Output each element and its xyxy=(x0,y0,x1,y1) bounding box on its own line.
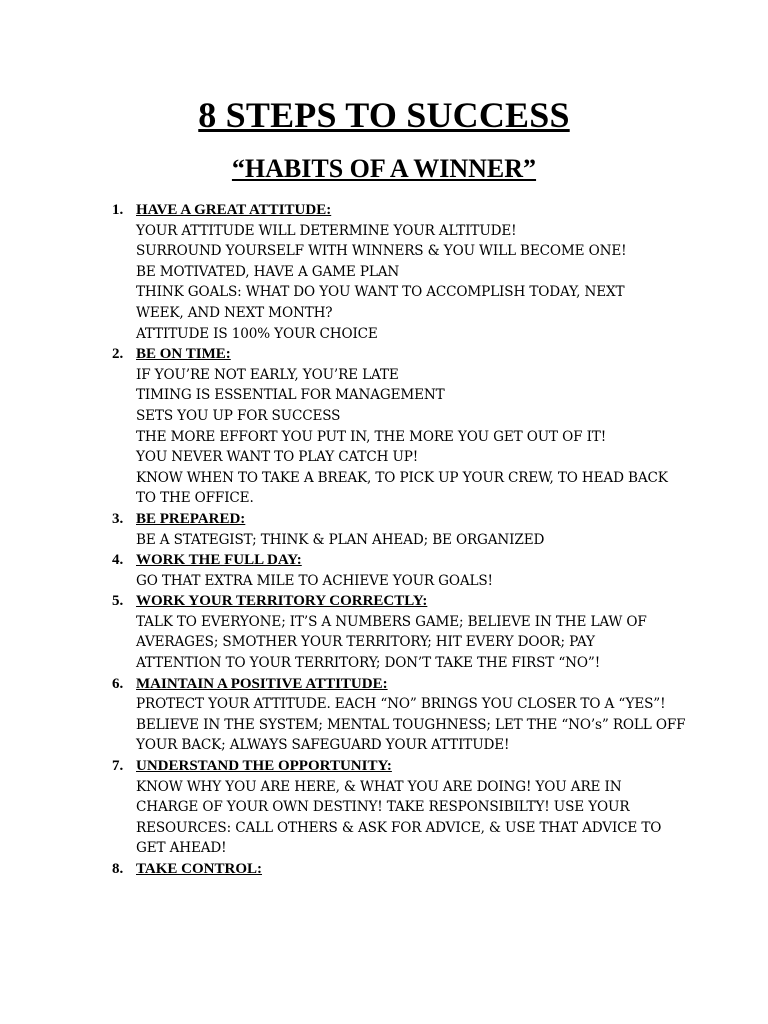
step-number: 2. xyxy=(112,346,124,363)
step-item xyxy=(112,344,712,509)
step-heading: UNDERSTAND THE OPPORTUNITY: xyxy=(136,758,392,775)
document-subtitle: “HABITS OF A WINNER” xyxy=(231,154,537,183)
step-item xyxy=(112,550,712,591)
step-heading: WORK THE FULL DAY: xyxy=(136,552,302,569)
step-heading: TAKE CONTROL: xyxy=(136,861,262,877)
step-text-line: SURROUND YOURSELF WITH WINNERS & YOU WILL BECOME ONE! xyxy=(136,243,627,260)
step-text-line: GET AHEAD! xyxy=(136,840,227,857)
step-text-line: ATTENTION TO YOUR TERRITORY; DON’T TAKE THE FIRST “NO”! xyxy=(136,655,601,672)
step-text-line: AVERAGES; SMOTHER YOUR TERRITORY; HIT EVERY DOOR; PAY xyxy=(136,634,595,651)
step-item xyxy=(112,509,712,550)
steps-list xyxy=(112,200,712,880)
step-text-line: SETS YOU UP FOR SUCCESS xyxy=(136,407,341,424)
step-text-line: BELIEVE IN THE SYSTEM; MENTAL TOUGHNESS; LET THE “NO’s” ROLL OFF xyxy=(136,716,686,733)
step-item xyxy=(112,674,712,756)
step-text-line: YOUR ATTITUDE WILL DETERMINE YOUR ALTITUDE! xyxy=(136,222,517,239)
step-heading: BE ON TIME: xyxy=(136,346,231,363)
step-heading: MAINTAIN A POSITIVE ATTITUDE: xyxy=(136,675,388,692)
step-heading: WORK YOUR TERRITORY CORRECTLY: xyxy=(136,593,428,610)
step-text-line: RESOURCES: CALL OTHERS & ASK FOR ADVICE, & USE THAT ADVICE TO xyxy=(136,819,662,836)
step-text-line: KNOW WHEN TO TAKE A BREAK, TO PICK UP YOUR CREW, TO HEAD BACK xyxy=(136,469,668,486)
step-text-line: IF YOU’RE NOT EARLY, YOU’RE LATE xyxy=(136,366,399,383)
step-item xyxy=(112,859,712,880)
step-text-line: THINK GOALS: WHAT DO YOU WANT TO ACCOMPLISH TODAY, NEXT xyxy=(136,284,625,301)
step-text-line: THE MORE EFFORT YOU PUT IN, THE MORE YOU GET OUT OF IT! xyxy=(136,428,607,445)
step-text-line: YOUR BACK; ALWAYS SAFEGUARD YOUR ATTITUDE! xyxy=(136,737,510,754)
step-text-line: YOU NEVER WANT TO PLAY CATCH UP! xyxy=(136,449,419,466)
step-text-line: KNOW WHY YOU ARE HERE, & WHAT YOU ARE DOING! YOU ARE IN xyxy=(136,778,622,795)
step-number: 4. xyxy=(112,552,124,569)
step-item xyxy=(112,200,712,344)
step-item xyxy=(112,591,712,673)
step-number: 5. xyxy=(112,593,124,610)
step-text-line: BE MOTIVATED, HAVE A GAME PLAN xyxy=(136,263,400,280)
step-number: 7. xyxy=(112,758,124,775)
step-heading: BE PREPARED: xyxy=(136,510,246,527)
step-text-line: GO THAT EXTRA MILE TO ACHIEVE YOUR GOALS! xyxy=(136,572,493,589)
document-title: 8 STEPS TO SUCCESS xyxy=(198,95,570,135)
step-text-line: CHARGE OF YOUR OWN DESTINY! TAKE RESPONSIBILTY! USE YOUR xyxy=(136,799,630,816)
step-text-line: TO THE OFFICE. xyxy=(136,490,254,507)
step-text-line: TALK TO EVERYONE; IT’S A NUMBERS GAME; BELIEVE IN THE LAW OF xyxy=(136,613,647,630)
step-number: 6. xyxy=(112,675,124,692)
step-text-line: PROTECT YOUR ATTITUDE. EACH “NO” BRINGS YOU CLOSER TO A “YES”! xyxy=(136,696,666,713)
step-number: 1. xyxy=(112,202,124,218)
step-text-line: ATTITUDE IS 100% YOUR CHOICE xyxy=(136,325,378,342)
step-heading: HAVE A GREAT ATTITUDE: xyxy=(136,202,332,218)
step-number: 8. xyxy=(112,861,124,877)
step-number: 3. xyxy=(112,510,124,527)
step-text-line: TIMING IS ESSENTIAL FOR MANAGEMENT xyxy=(136,387,445,404)
step-text-line: BE A STATEGIST; THINK & PLAN AHEAD; BE ORGANIZED xyxy=(136,531,545,548)
step-text-line: WEEK, AND NEXT MONTH? xyxy=(136,304,333,321)
step-item xyxy=(112,756,712,859)
